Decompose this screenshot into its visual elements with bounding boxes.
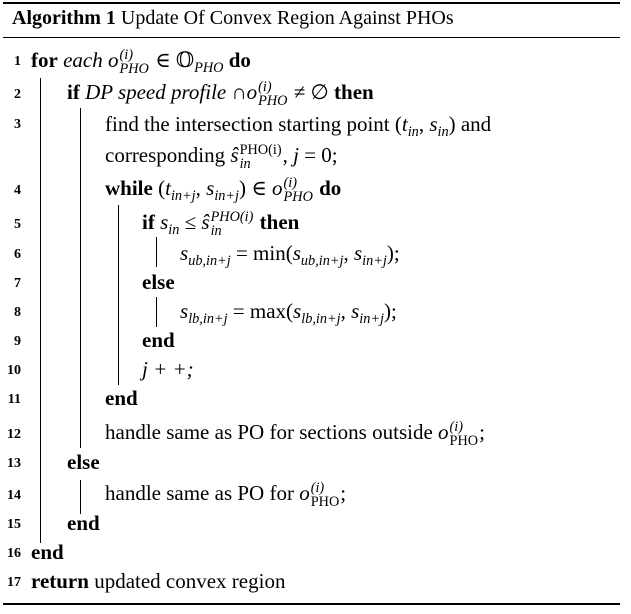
- algorithm-line-14: handle same as PO for o (i) PHO ;: [105, 480, 347, 511]
- line-number: 1: [14, 54, 21, 69]
- algorithm-label: Algorithm 1: [12, 7, 116, 29]
- algorithm-line-17: return updated convex region: [31, 569, 286, 593]
- line-number: 17: [7, 575, 21, 590]
- algorithm-line-7: else: [142, 270, 175, 294]
- algorithm-line-9: end: [142, 328, 175, 352]
- line-number: 7: [14, 276, 21, 291]
- line-number: 12: [7, 427, 21, 442]
- line-number: 9: [14, 334, 21, 349]
- line-number: 2: [14, 87, 21, 102]
- algorithm-line-13: else: [67, 450, 100, 474]
- algorithm-line-11: end: [105, 386, 138, 410]
- scope-line-while: [118, 205, 119, 385]
- algorithm-line-8: $s_{lb,in+j} = \max(s_{lb,in+j}$, $s_{in+j}$);: [180, 299, 397, 327]
- line-number: 11: [7, 392, 21, 407]
- line-number: 13: [7, 456, 21, 471]
- algorithm-title: Update Of Convex Region Against PHOs: [120, 7, 454, 29]
- algorithm-line-1: for each o (i) PHO ∈ 𝕆$_{PHO}$ do: [31, 47, 251, 78]
- line-number: 5: [14, 217, 21, 232]
- algorithm-line-4: while ($t_{in+j}$, $s_{in+j}$) ∈ o (i) PHO do: [105, 175, 342, 206]
- caption-rule: [3, 37, 620, 38]
- scope-line-if: [80, 108, 81, 448]
- line-number: 15: [7, 517, 21, 532]
- algorithm-line-5: if $s_{in}$ ≤ ŝ PHO(i) in then: [142, 209, 300, 240]
- top-rule: [3, 2, 620, 4]
- line-number: 14: [7, 488, 21, 503]
- scope-line-else-inner: [156, 297, 157, 327]
- algorithm-line-15: end: [67, 511, 100, 535]
- algorithm-line-10: j + +;: [142, 357, 194, 381]
- line-number: 6: [14, 247, 21, 262]
- scope-line-if-inner: [156, 237, 157, 267]
- line-number: 4: [14, 183, 21, 198]
- line-number: 10: [7, 363, 21, 378]
- algorithm-line-6: $s_{ub,in+j} = \min(s_{ub,in+j}$, $s_{in+j}$);: [180, 241, 400, 269]
- scope-line-for: [40, 78, 41, 543]
- bottom-rule: [3, 603, 620, 605]
- scope-line-else: [80, 480, 81, 514]
- algorithm-line-16: end: [31, 540, 64, 564]
- algorithm-line-3b: corresponding ŝ PHO(i) in , j = 0;: [105, 142, 338, 173]
- algorithm-line-12: handle same as PO for sections outside o (i) PHO ;: [105, 419, 485, 450]
- algorithm-line-3a: find the intersection starting point ($t_{in}$, $s_{in}$) and: [105, 112, 492, 140]
- line-number: 16: [7, 546, 21, 561]
- algorithm-line-2: if DP speed profile ∩o (i) PHO ≠ ∅ then: [67, 79, 374, 110]
- algorithm-caption: [12, 7, 454, 30]
- line-number: 8: [14, 305, 21, 320]
- line-number: 3: [14, 117, 21, 132]
